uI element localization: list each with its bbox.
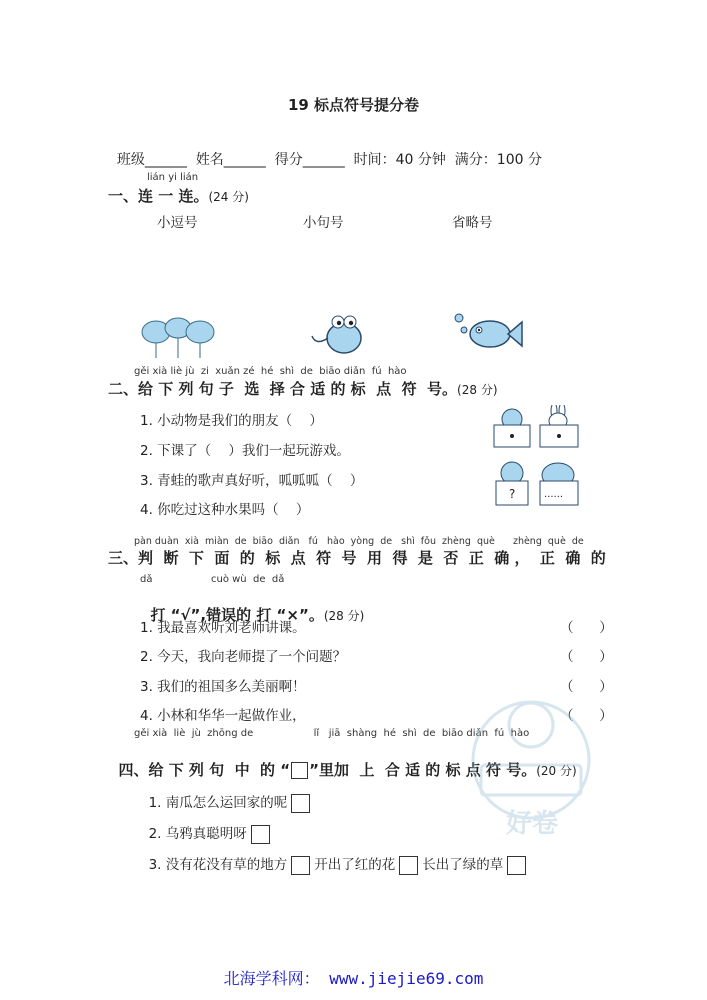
svg-text:......: ...... bbox=[544, 489, 564, 500]
s4-item-3-text-a: 3. 没有花没有草的地方 bbox=[148, 857, 288, 873]
lotus-leaves-illustration bbox=[138, 310, 218, 360]
s3-answer-4[interactable]: （ ） bbox=[560, 708, 613, 724]
label-period: 小句号 bbox=[303, 215, 344, 231]
s3-pinyin-line2a: dǎ bbox=[140, 574, 153, 585]
answer-box-1[interactable] bbox=[291, 794, 310, 813]
s2-pinyin: gěi xià liè jù zi xuǎn zé hé shì de biāo diǎn fú hào bbox=[134, 366, 407, 377]
s2-text: 给 下 列 句 子 选 择 合 适 的 标 点 符 号 bbox=[138, 380, 443, 398]
footer-link[interactable]: 北海学科网： www.jiejie69.com bbox=[223, 969, 484, 988]
label-ellipsis: 省略号 bbox=[452, 215, 493, 231]
s4-item-3-text-c: 长出了绿的草 bbox=[422, 857, 504, 873]
s1-text: 连 一 连 bbox=[138, 187, 194, 205]
s2-score: (28 分) bbox=[457, 383, 498, 397]
score-field: 得分______ bbox=[274, 152, 345, 168]
rabbit-icon bbox=[540, 405, 578, 447]
s3-item-1: 1. 我最喜欢听刘老师讲课。 bbox=[140, 620, 306, 636]
s3-score: (28 分) bbox=[323, 609, 365, 623]
s2-item-4: 4. 你吃过这种水果吗（ ） bbox=[140, 502, 310, 518]
s3-pinyin-line2b: cuò wù de dǎ bbox=[211, 574, 285, 585]
s4-item-2-text: 2. 乌鸦真聪明呀 bbox=[148, 826, 247, 842]
s1-score: (24 分) bbox=[208, 190, 249, 204]
s4-text-a: 给 下 列 句 中 的 “ bbox=[148, 761, 291, 779]
s3-answer-3[interactable]: （ ） bbox=[560, 679, 613, 695]
fish-illustration bbox=[452, 310, 524, 354]
s4-text-b: ”里加 上 合 适 的 标 点 符 号 bbox=[309, 761, 522, 779]
s3-pinyin-line1: pàn duàn xià miàn de biāo diǎn fú hào yòng de shì fǒu zhèng què zhèng què de bbox=[134, 536, 584, 547]
s1-number: 一、 bbox=[108, 187, 139, 205]
name-field: 姓名______ bbox=[195, 152, 266, 168]
s1-period: 。 bbox=[193, 187, 209, 205]
answer-box-3[interactable] bbox=[291, 856, 310, 875]
s3-item-3: 3. 我们的祖国多么美丽啊！ bbox=[140, 679, 306, 695]
label-comma: 小逗号 bbox=[157, 215, 198, 231]
elephant-icon bbox=[540, 463, 578, 505]
s4-period: 。 bbox=[521, 761, 537, 779]
s3-answer-1[interactable]: （ ） bbox=[560, 620, 613, 636]
tadpole-illustration bbox=[308, 306, 368, 358]
s4-pinyin: gěi xià liè jù zhōng de lǐ jiā shàng hé shì de biāo diǎn fú hào bbox=[134, 728, 530, 739]
section-2-heading bbox=[108, 378, 498, 399]
full-score-field: 满分：100 分 bbox=[454, 152, 542, 168]
animals-illustration bbox=[488, 405, 586, 515]
s2-item-1: 1. 小动物是我们的朋友（ ） bbox=[140, 413, 323, 429]
watermark-text: 好卷 bbox=[506, 809, 559, 839]
watermark-logo bbox=[466, 670, 596, 850]
s2-period: 。 bbox=[442, 380, 458, 398]
s4-score: (20 分) bbox=[536, 764, 577, 778]
s3-item-2: 2. 今天，我向老师提了一个问题？ bbox=[140, 649, 347, 665]
s3-answer-2[interactable]: （ ） bbox=[560, 649, 613, 665]
answer-box-4[interactable] bbox=[399, 856, 418, 875]
answer-box-5[interactable] bbox=[507, 856, 526, 875]
s2-number: 二、 bbox=[108, 380, 139, 398]
s4-number: 四、 bbox=[118, 761, 149, 779]
s2-item-2: 2. 下课了（ ）我们一起玩游戏。 bbox=[140, 443, 350, 459]
s3-item-4: 4. 小林和华华一起做作业， bbox=[140, 708, 306, 724]
dog-icon bbox=[494, 409, 530, 447]
header-info bbox=[108, 133, 542, 169]
page-title: 19 标点符号提分卷 bbox=[287, 96, 420, 114]
section-3-heading-line1: 三、判 断 下 面 的 标 点 符 号 用 得 是 否 正 确 ， 正 确 的 bbox=[108, 549, 606, 567]
s2-item-3: 3. 青蛙的歌声真好听，呱呱呱（ ） bbox=[140, 473, 364, 489]
s1-pinyin: lián yi lián bbox=[147, 172, 199, 183]
monkey-icon bbox=[496, 462, 528, 505]
s4-item-3-text-b: 开出了红的花 bbox=[314, 857, 396, 873]
svg-text:?: ? bbox=[509, 487, 516, 501]
s4-item-1-text: 1. 南瓜怎么运回家的呢 bbox=[148, 795, 288, 811]
s3-line2-text: 打 “√”,错误的 打 “×”。 bbox=[150, 606, 324, 624]
section-1-heading bbox=[108, 185, 249, 206]
time-field: 时间：40 分钟 bbox=[353, 152, 446, 168]
class-field: 班级______ bbox=[116, 152, 187, 168]
